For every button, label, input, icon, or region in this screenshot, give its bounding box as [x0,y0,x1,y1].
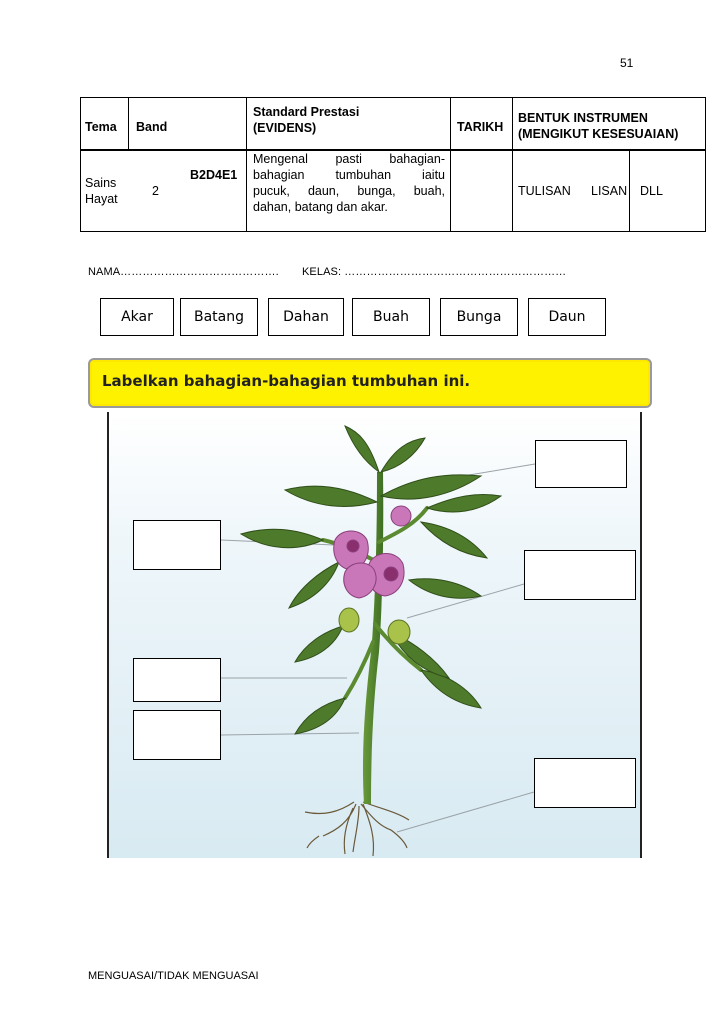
header-tarikh: TARIKH [457,120,504,134]
answer-box-2[interactable] [133,658,221,702]
header-standard-2: (EVIDENS) [253,121,317,135]
mastery-footer: MENGUASAI/TIDAK MENGUASAI [88,970,259,982]
answer-box-3[interactable] [133,710,221,760]
name-field[interactable]: NAMA……………………………………. [88,266,279,278]
table-divider [128,97,129,149]
word-batang[interactable]: Batang [180,298,258,336]
word-buah[interactable]: Buah [352,298,430,336]
word-dahan[interactable]: Dahan [268,298,344,336]
instruction-banner [88,358,652,408]
instrumen-dll: DLL [640,184,663,198]
page-number: 51 [620,56,634,70]
stem-drawing [363,472,383,804]
answer-box-1[interactable] [133,520,221,570]
header-standard-1: Standard Prestasi [253,105,360,119]
header-instrumen-1: BENTUK INSTRUMEN [518,111,648,125]
table-divider [450,97,451,232]
desc-line-2: bahagian tumbuhan iaitu [253,168,445,182]
table-divider [512,97,513,232]
band-value: 2 [152,184,159,198]
answer-box-4[interactable] [535,440,627,488]
table-divider [572,149,573,232]
word-akar[interactable]: Akar [100,298,174,336]
flowers-drawing [334,506,411,598]
answer-box-6[interactable] [534,758,636,808]
header-tema: Tema [85,120,117,134]
word-daun[interactable]: Daun [528,298,606,336]
assessment-table [80,97,706,232]
roots-drawing [305,802,409,856]
code-value: B2D4E1 [190,168,238,182]
tema-value-1: Sains [85,176,117,190]
header-instrumen-2: (MENGIKUT KESESUAIAN) [518,127,679,141]
table-divider [629,149,630,232]
tema-value-2: Hayat [85,192,118,206]
answer-box-5[interactable] [524,550,636,600]
plant-picture-area [107,412,642,858]
desc-line-3: pucuk, daun, bunga, buah, [253,184,445,198]
header-band: Band [136,120,168,134]
instrumen-lisan: LISAN [591,184,628,198]
class-field[interactable]: KELAS: …………………………………………………… [302,266,567,278]
instrumen-tulisan: TULISAN [518,184,571,198]
instruction-text: Labelkan bahagian-bahagian tumbuhan ini. [102,372,471,390]
desc-line-4: dahan, batang dan akar. [253,200,388,214]
table-divider [246,97,247,232]
desc-line-1: Mengenal pasti bahagian- [253,152,445,166]
word-bunga[interactable]: Bunga [440,298,518,336]
